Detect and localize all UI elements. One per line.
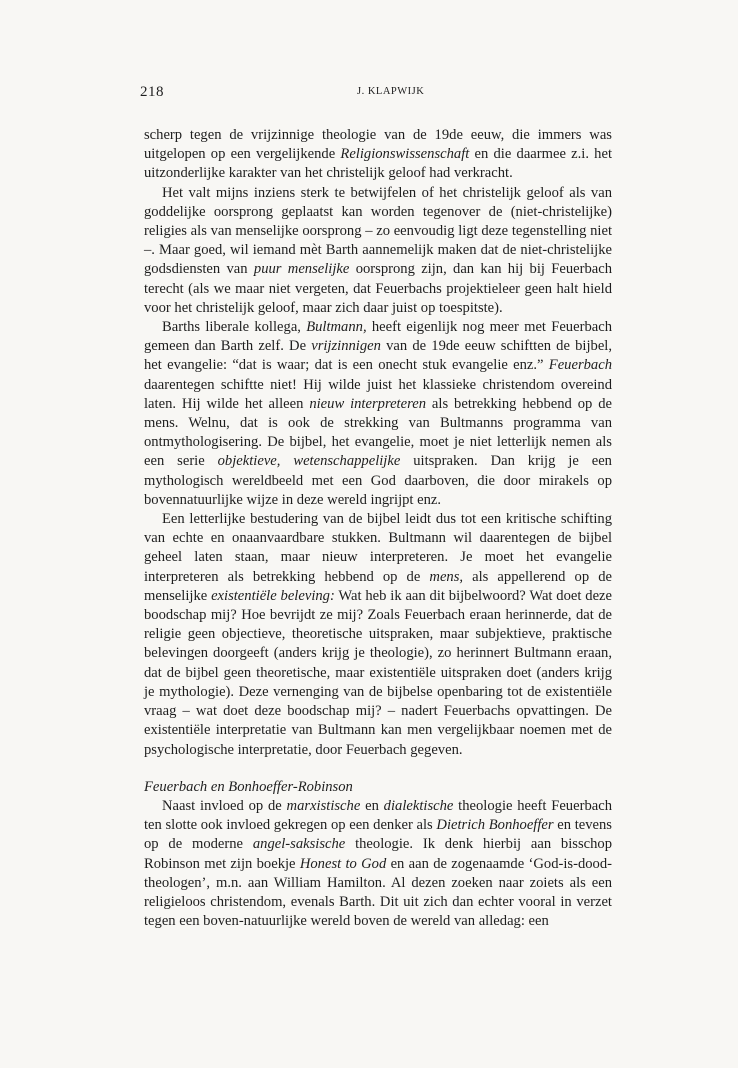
italic-term: objektieve, wetenschappelijke <box>217 453 401 470</box>
italic-term: puur menselijke <box>253 261 350 278</box>
paragraph <box>144 797 612 931</box>
text-run: theologie. Ik denk hierbij aan bisschop Robinson met zijn boekje <box>144 836 613 872</box>
text-run: scherp tegen de vrijzinnige theologie van de 19de eeuw, die immers was uitgelopen op een vergelijkende <box>144 127 612 163</box>
text-run: oorsprong zijn, dan kan hij bij Feuerbach terecht (als we maar niet vergeten, dat Feuerbachs projektieleer geen halt hield voor het christelijk geloof, maar zich daar juist op toespitste). <box>144 261 613 316</box>
text-run: heeft eigenlijk nog meer met Feuerbach gemeen dan Barth zelf. De <box>144 319 612 355</box>
section-heading: Feuerbach en Bonhoeffer-Robinson <box>144 778 353 795</box>
text-run: Barths liberale kollega, <box>162 319 307 336</box>
text-run: van de 19de eeuw schiftten de bijbel, het evangelie: “dat is waar; dat is een onecht stuk evangelie enz.” <box>144 338 612 374</box>
text-run: als appellerend op de menselijke <box>144 568 612 604</box>
text-run: als betrekking hebbend op de mens. Welnu, dat is ook de strekking van Bultmanns programma van ontmythologisering. De bijbel, het evangelie, moet je niet letterlijk nemen als een serie <box>144 395 612 470</box>
italic-term: Bultmann, <box>306 319 367 336</box>
page-number: 218 <box>140 84 164 100</box>
italic-term: existentiële beleving: <box>211 587 335 604</box>
paragraph <box>144 318 612 510</box>
running-head: J. KLAPWIJK <box>357 86 425 97</box>
text-run: Wat heb ik aan dit bijbelwoord? Wat doet deze boodschap mij? Hoe bevrijdt ze mij? Zoals Feuerbach eraan herinnerde, dat de religie geen objectieve, theoretische uitspraken, maar subjektieve, praktische belevingen doorgeeft (anders krijg je theologie), zo herinnert Bultmann eraan, dat de bijbel geen theoretische, maar existentiële uitspraken doet (anders krijg je mythologie). Deze vernenging van de bijbelse openbaring tot de existentiële vraag – wat doet deze boodschap mij? – nadert Feuerbachs opvattingen. De existentiële interpretatie van Bultmann kan men vergelijkbaar noemen met de psychologische interpretatie, door Feuerbach gegeven. <box>144 587 612 758</box>
paragraph <box>144 510 612 760</box>
italic-term: Religionswissenschaft <box>340 146 470 163</box>
text-run: en die daarmee z.i. het uitzonderlijke karakter van het christelijk geloof had verkracht. <box>144 146 613 182</box>
paragraph <box>144 126 612 184</box>
italic-term: marxistische <box>286 797 361 814</box>
italic-term: Feuerbach <box>548 357 612 374</box>
text-run: uitspraken. Dan krijg je een mythologisch wereldbeeld met een God daarboven, die door mirakels op bovennatuurlijke wijze in deze wereld ingrijpt enz. <box>144 453 612 508</box>
text-run: en <box>360 797 384 814</box>
text-run: theologie heeft Feuerbach ten slotte ook invloed gekregen op een denker als <box>144 797 612 834</box>
italic-term: Dietrich Bonhoeffer <box>436 817 554 834</box>
italic-term: angel-saksische <box>252 836 346 853</box>
paragraph <box>144 184 612 318</box>
text-run: daarentegen schiftte niet! Hij wilde juist het klassieke christendom overeind laten. Hij wilde het alleen <box>144 376 612 412</box>
italic-term: mens, <box>429 568 464 585</box>
italic-term: dialektische <box>383 797 454 814</box>
text-run: en tevens op de moderne <box>144 817 612 853</box>
text-run: en aan de zogenaamde ‘God-is-dood-theologen’, m.n. aan William Hamilton. Al dezen zoeken naar zoiets als een religieloos christendom, evenals Barth. Dit uit zich dan echter vooral in verzet tegen een boven-natuurlijke wereld boven de wereld van alledag: een <box>144 855 612 930</box>
text-run: Het valt mijns inziens sterk te betwijfelen of het christelijk geloof als van goddelijke oorsprong geplaatst kan worden tegenover de (niet-christelijke) religies als van menselijke oorsprong – zo eenvoudig ligt deze tegenstelling niet –. Maar goed, wil iemand mèt Barth aannemelijk maken dat de niet-christelijke godsdiensten van <box>144 184 612 278</box>
text-run: Een letterlijke bestudering van de bijbel leidt dus tot een kritische schifting van echte en onaanvaardbare stukken. Bultmann wil daarentegen de bijbel geheel laten staan, maar nieuw interpreteren. Je moet het evangelie interpreteren als betrekking hebbend op de <box>144 511 612 585</box>
italic-term: nieuw interpreteren <box>309 395 427 412</box>
italic-term: Honest to God <box>299 855 387 872</box>
text-run: Naast invloed op de <box>162 797 287 814</box>
italic-term: vrijzinnigen <box>311 338 381 355</box>
body-text <box>144 126 612 931</box>
